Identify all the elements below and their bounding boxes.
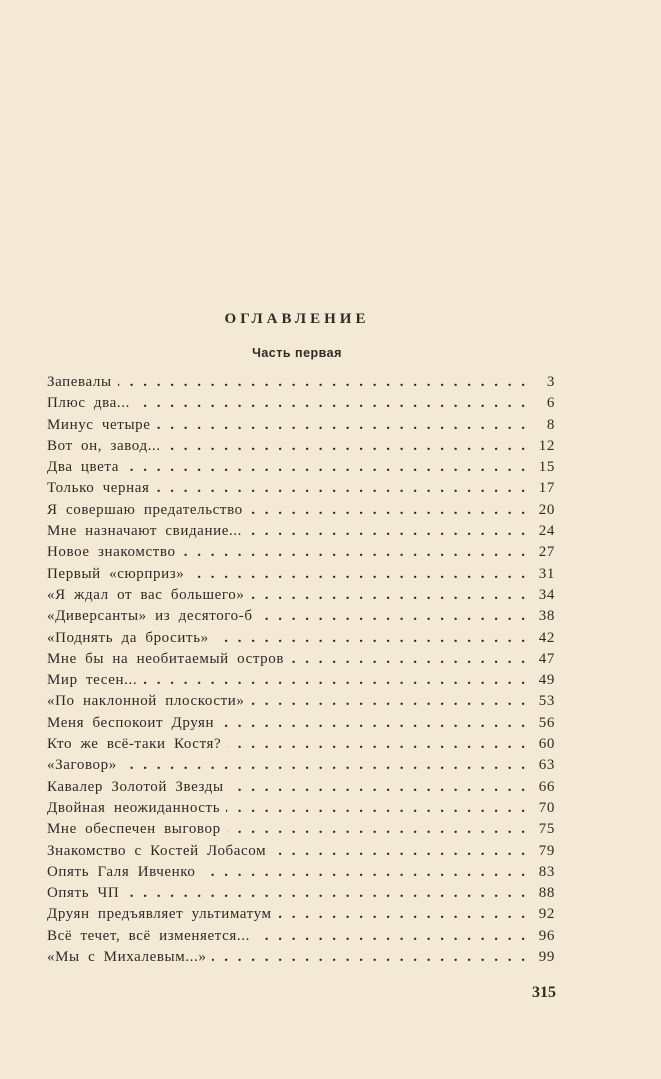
entry-title: Два цвета (47, 459, 120, 476)
entry-title: «Заговор» (47, 757, 117, 774)
entry-page: 60 (538, 736, 555, 753)
entry-title: Мне бы на необитаемый остров (47, 650, 285, 667)
table-of-contents (47, 374, 555, 970)
entry-title: «Я ждал от вас большего» (47, 586, 245, 603)
entry-page: 70 (538, 799, 555, 816)
dot-leader (136, 395, 525, 412)
toc-entry (47, 672, 555, 693)
toc-entry (47, 417, 555, 438)
entry-page: 24 (538, 523, 555, 540)
toc-entry (47, 843, 555, 864)
entry-page: 88 (538, 885, 555, 902)
entry-title: Вот он, завод... (47, 437, 161, 454)
dot-leader (272, 843, 525, 860)
entry-page: 63 (538, 757, 555, 774)
entry-title: Кавалер Золотой Звезды (47, 778, 224, 795)
toc-entry (47, 566, 555, 587)
entry-title: Я совершаю предательство (47, 501, 243, 518)
entry-title: «Мы с Михалевым...» (47, 949, 207, 966)
dot-leader (118, 374, 525, 391)
toc-entry (47, 864, 555, 885)
toc-entry (47, 651, 555, 672)
entry-page: 31 (538, 565, 555, 582)
toc-entry (47, 779, 555, 800)
dot-leader (167, 438, 525, 455)
dot-leader (227, 821, 525, 838)
toc-entry (47, 800, 555, 821)
toc-entry (47, 523, 555, 544)
toc-entry (47, 821, 555, 842)
part-heading: Часть первая (252, 346, 342, 360)
dot-leader (249, 502, 525, 519)
toc-entry (47, 906, 555, 927)
dot-leader (125, 459, 525, 476)
dot-leader (250, 693, 525, 710)
entry-page: 17 (538, 480, 555, 497)
dot-leader (256, 928, 525, 945)
entry-page: 75 (538, 821, 555, 838)
entry-page: 56 (538, 714, 555, 731)
toc-entry (47, 544, 555, 565)
entry-title: Мир тесен... (47, 672, 138, 689)
dot-leader (226, 800, 525, 817)
entry-title: Двойная неожиданность (47, 799, 221, 816)
entry-page: 20 (538, 501, 555, 518)
dot-leader (125, 885, 525, 902)
entry-title: Новое знакомство (47, 544, 176, 561)
entry-page: 79 (538, 842, 555, 859)
toc-entry (47, 459, 555, 480)
toc-entry (47, 715, 555, 736)
entry-title: Друян предъявляет ультиматум (47, 906, 272, 923)
entry-title: Кто же всё-таки Костя? (47, 736, 222, 753)
entry-page: 99 (538, 949, 555, 966)
entry-title: Знакомство с Костей Лобасом (47, 842, 267, 859)
page-number: 315 (532, 984, 556, 1001)
entry-title: «По наклонной плоскости» (47, 693, 245, 710)
toc-entry (47, 928, 555, 949)
entry-page: 12 (538, 437, 555, 454)
entry-page: 27 (538, 544, 555, 561)
entry-title: Опять Галя Ивченко (47, 863, 196, 880)
entry-page: 66 (538, 778, 555, 795)
entry-title: «Поднять да бросить» (47, 629, 209, 646)
entry-title: Плюс два... (47, 395, 130, 412)
entry-title: Опять ЧП (47, 885, 120, 902)
toc-entry (47, 395, 555, 416)
dot-leader (156, 480, 525, 497)
toc-entry (47, 885, 555, 906)
entry-title: Мне назначают свидание... (47, 523, 243, 540)
entry-page: 49 (538, 672, 555, 689)
toc-entry (47, 608, 555, 629)
entry-page: 15 (538, 459, 555, 476)
toc-entry (47, 949, 555, 970)
entry-title: «Диверсанты» из десятого-б (47, 608, 253, 625)
toc-entry (47, 502, 555, 523)
toc-entry (47, 630, 555, 651)
entry-page: 34 (538, 586, 555, 603)
entry-title: Первый «сюрприз» (47, 565, 185, 582)
toc-entry (47, 480, 555, 501)
entry-page: 38 (538, 608, 555, 625)
entry-page: 6 (546, 395, 555, 412)
dot-leader (143, 672, 525, 689)
toc-entry (47, 438, 555, 459)
dot-leader (182, 544, 525, 561)
entry-page: 92 (538, 906, 555, 923)
toc-entry (47, 693, 555, 714)
entry-title: Запевалы (47, 374, 112, 390)
toc-heading: ОГЛАВЛЕНИЕ (224, 311, 370, 327)
dot-leader (220, 715, 525, 732)
toc-entry (47, 757, 555, 778)
entry-title: Всё течет, всё изменяется... (47, 927, 250, 944)
entry-title: Меня беспокоит Друян (47, 714, 215, 731)
entry-page: 83 (538, 863, 555, 880)
entry-page: 3 (546, 374, 555, 390)
dot-leader (230, 779, 525, 796)
entry-page: 53 (538, 693, 555, 710)
dot-leader (215, 630, 525, 647)
dot-leader (259, 608, 525, 625)
dot-leader (248, 523, 525, 540)
entry-title: Минус четыре (47, 416, 151, 433)
dot-leader (202, 864, 525, 881)
dot-leader (157, 417, 526, 434)
entry-title: Только черная (47, 480, 150, 497)
dot-leader (227, 736, 525, 753)
toc-entry (47, 736, 555, 757)
toc-entry (47, 587, 555, 608)
dot-leader (250, 587, 525, 604)
entry-page: 42 (538, 629, 555, 646)
entry-page: 96 (538, 927, 555, 944)
entry-page: 47 (538, 650, 555, 667)
dot-leader (123, 757, 525, 774)
entry-page: 8 (546, 416, 555, 433)
entry-title: Мне обеспечен выговор (47, 821, 221, 838)
dot-leader (190, 566, 525, 583)
dot-leader (212, 949, 525, 966)
toc-entry (47, 374, 555, 395)
dot-leader (278, 906, 525, 923)
dot-leader (290, 651, 525, 668)
